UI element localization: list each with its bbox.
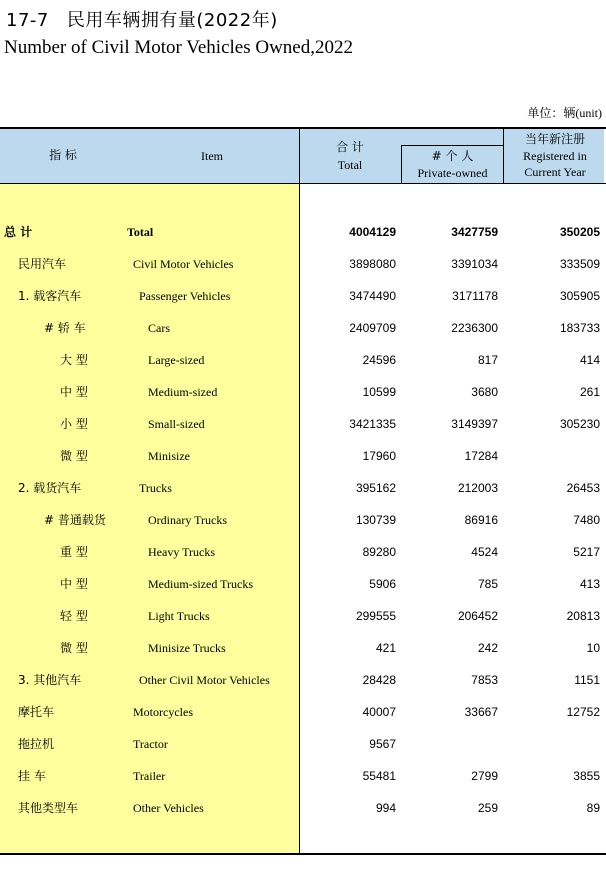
row-label-cn: # 轿 车 xyxy=(44,321,86,335)
cell-total: 395162 xyxy=(355,481,396,495)
cell-private: 3680 xyxy=(471,385,498,399)
row-label-en: Passenger Vehicles xyxy=(139,289,231,303)
row-label-cn: # 普通载货 xyxy=(44,513,106,527)
row-label-en: Light Trucks xyxy=(148,609,210,623)
cell-registered: 183733 xyxy=(559,321,600,335)
header-private-cn: # 个 人 xyxy=(431,149,474,163)
cell-registered: 10 xyxy=(586,641,600,655)
cell-total: 299555 xyxy=(355,609,396,623)
row-label-cn: 2. 载货汽车 xyxy=(18,481,82,495)
row-label-cn: 大 型 xyxy=(60,353,88,367)
cell-total: 40007 xyxy=(362,705,396,719)
table-row xyxy=(0,254,606,274)
row-label-cn: 挂 车 xyxy=(18,769,46,783)
cell-private: 17284 xyxy=(464,449,498,463)
cell-registered: 305230 xyxy=(559,417,600,431)
header-private-en: Private-owned xyxy=(417,166,488,180)
row-label-cn: 3. 其他汽车 xyxy=(18,673,82,687)
table-row xyxy=(0,222,606,242)
cell-private: 212003 xyxy=(457,481,498,495)
cell-registered: 7480 xyxy=(573,513,600,527)
table-title-cn-text: 民用车辆拥有量(2022年) xyxy=(66,10,278,31)
row-label-en: Cars xyxy=(148,321,170,335)
header-total-cn: 合 计 xyxy=(336,140,364,154)
cell-total: 9567 xyxy=(369,737,396,751)
cell-total: 28428 xyxy=(362,673,396,687)
cell-total: 89280 xyxy=(362,545,396,559)
cell-private: 259 xyxy=(477,801,498,815)
cell-registered: 12752 xyxy=(566,705,600,719)
row-label-en: Motorcycles xyxy=(133,705,193,719)
table-row xyxy=(0,286,606,306)
row-label-en: Tractor xyxy=(133,737,168,751)
table-row xyxy=(0,446,606,466)
row-label-en: Trailer xyxy=(133,769,166,783)
cell-private: 3427759 xyxy=(451,225,498,239)
row-label-cn: 微 型 xyxy=(60,449,88,463)
cell-private: 7853 xyxy=(471,673,498,687)
cell-total: 4004129 xyxy=(349,225,396,239)
cell-private: 2236300 xyxy=(451,321,498,335)
cell-registered: 3855 xyxy=(573,769,600,783)
cell-registered: 350205 xyxy=(559,225,600,239)
row-label-en: Trucks xyxy=(139,481,172,495)
table-row xyxy=(0,574,606,594)
cell-total: 55481 xyxy=(362,769,396,783)
cell-registered: 20813 xyxy=(566,609,600,623)
row-label-cn: 重 型 xyxy=(60,545,88,559)
table-title-cn xyxy=(6,6,278,32)
row-label-cn: 拖拉机 xyxy=(18,737,55,751)
private-header-rule-top xyxy=(401,145,503,146)
header-registered-en-2: Current Year xyxy=(524,165,586,179)
row-label-en: Minisize Trucks xyxy=(148,641,226,655)
cell-private: 3391034 xyxy=(451,257,498,271)
row-label-en: Other Vehicles xyxy=(133,801,204,815)
cell-registered: 261 xyxy=(579,385,600,399)
row-label-cn: 微 型 xyxy=(60,641,88,655)
row-label-en: Small-sized xyxy=(148,417,205,431)
cell-private: 206452 xyxy=(457,609,498,623)
cell-total: 10599 xyxy=(362,385,396,399)
cell-private: 242 xyxy=(477,641,498,655)
header-item-en: Item xyxy=(201,149,223,163)
cell-private: 4524 xyxy=(471,545,498,559)
bottom-rule xyxy=(0,853,606,855)
row-label-cn: 1. 载客汽车 xyxy=(18,289,82,303)
row-label-cn: 小 型 xyxy=(60,417,88,431)
row-label-en: Large-sized xyxy=(148,353,205,367)
cell-registered: 305905 xyxy=(559,289,600,303)
table-row xyxy=(0,702,606,722)
table-title-en: Number of Civil Motor Vehicles Owned,2022 xyxy=(4,37,353,58)
table-row xyxy=(0,606,606,626)
cell-registered: 413 xyxy=(579,577,600,591)
row-label-cn: 摩托车 xyxy=(18,705,55,719)
cell-private: 86916 xyxy=(464,513,498,527)
unit-label: 单位：辆(unit) xyxy=(527,106,602,120)
table-row xyxy=(0,734,606,754)
cell-registered: 89 xyxy=(586,801,600,815)
row-label-cn: 中 型 xyxy=(60,577,88,591)
row-label-cn: 中 型 xyxy=(60,385,88,399)
cell-private: 817 xyxy=(477,353,498,367)
table-row xyxy=(0,318,606,338)
cell-private: 33667 xyxy=(464,705,498,719)
cell-private: 2799 xyxy=(471,769,498,783)
row-label-en: Medium-sized Trucks xyxy=(148,577,253,591)
cell-total: 3474490 xyxy=(349,289,396,303)
cell-total: 130739 xyxy=(355,513,396,527)
row-label-cn: 其他类型车 xyxy=(18,801,79,815)
cell-total: 24596 xyxy=(362,353,396,367)
cell-total: 17960 xyxy=(362,449,396,463)
table-row xyxy=(0,414,606,434)
row-label-en: Total xyxy=(127,225,154,239)
header-total-en: Total xyxy=(337,158,363,172)
table-row xyxy=(0,670,606,690)
header-rule xyxy=(0,183,606,184)
top-rule xyxy=(0,127,606,129)
row-label-en: Heavy Trucks xyxy=(148,545,216,559)
table-row xyxy=(0,510,606,530)
cell-private: 785 xyxy=(477,577,498,591)
table-number: 17-7 xyxy=(6,10,49,31)
header-indicator-cn: 指 标 xyxy=(49,148,77,162)
cell-total: 5906 xyxy=(369,577,396,591)
table-row xyxy=(0,542,606,562)
header-registered-cn: 当年新注册 xyxy=(524,132,585,146)
row-label-en: Ordinary Trucks xyxy=(148,513,228,527)
row-label-cn: 民用汽车 xyxy=(18,257,67,271)
cell-total: 2409709 xyxy=(349,321,396,335)
table-row xyxy=(0,350,606,370)
table-row xyxy=(0,766,606,786)
row-label-en: Other Civil Motor Vehicles xyxy=(139,673,270,687)
table-row xyxy=(0,478,606,498)
cell-private: 3149397 xyxy=(451,417,498,431)
row-label-cn: 轻 型 xyxy=(60,609,88,623)
row-label-en: Civil Motor Vehicles xyxy=(133,257,234,271)
cell-registered: 414 xyxy=(579,353,600,367)
cell-private: 3171178 xyxy=(452,289,498,303)
cell-registered: 5217 xyxy=(573,545,600,559)
cell-total: 3898080 xyxy=(349,257,396,271)
header-registered-en-1: Registered in xyxy=(523,149,587,163)
cell-registered: 333509 xyxy=(559,257,600,271)
table-row xyxy=(0,798,606,818)
cell-registered: 26453 xyxy=(566,481,600,495)
cell-total: 421 xyxy=(375,641,396,655)
row-label-cn: 总 计 xyxy=(4,225,33,239)
table-row xyxy=(0,638,606,658)
row-label-en: Medium-sized xyxy=(148,385,218,399)
table-row xyxy=(0,382,606,402)
cell-registered: 1151 xyxy=(574,673,600,687)
cell-total: 3421335 xyxy=(349,417,396,431)
cell-total: 994 xyxy=(375,801,396,815)
row-label-en: Minisize xyxy=(148,449,190,463)
